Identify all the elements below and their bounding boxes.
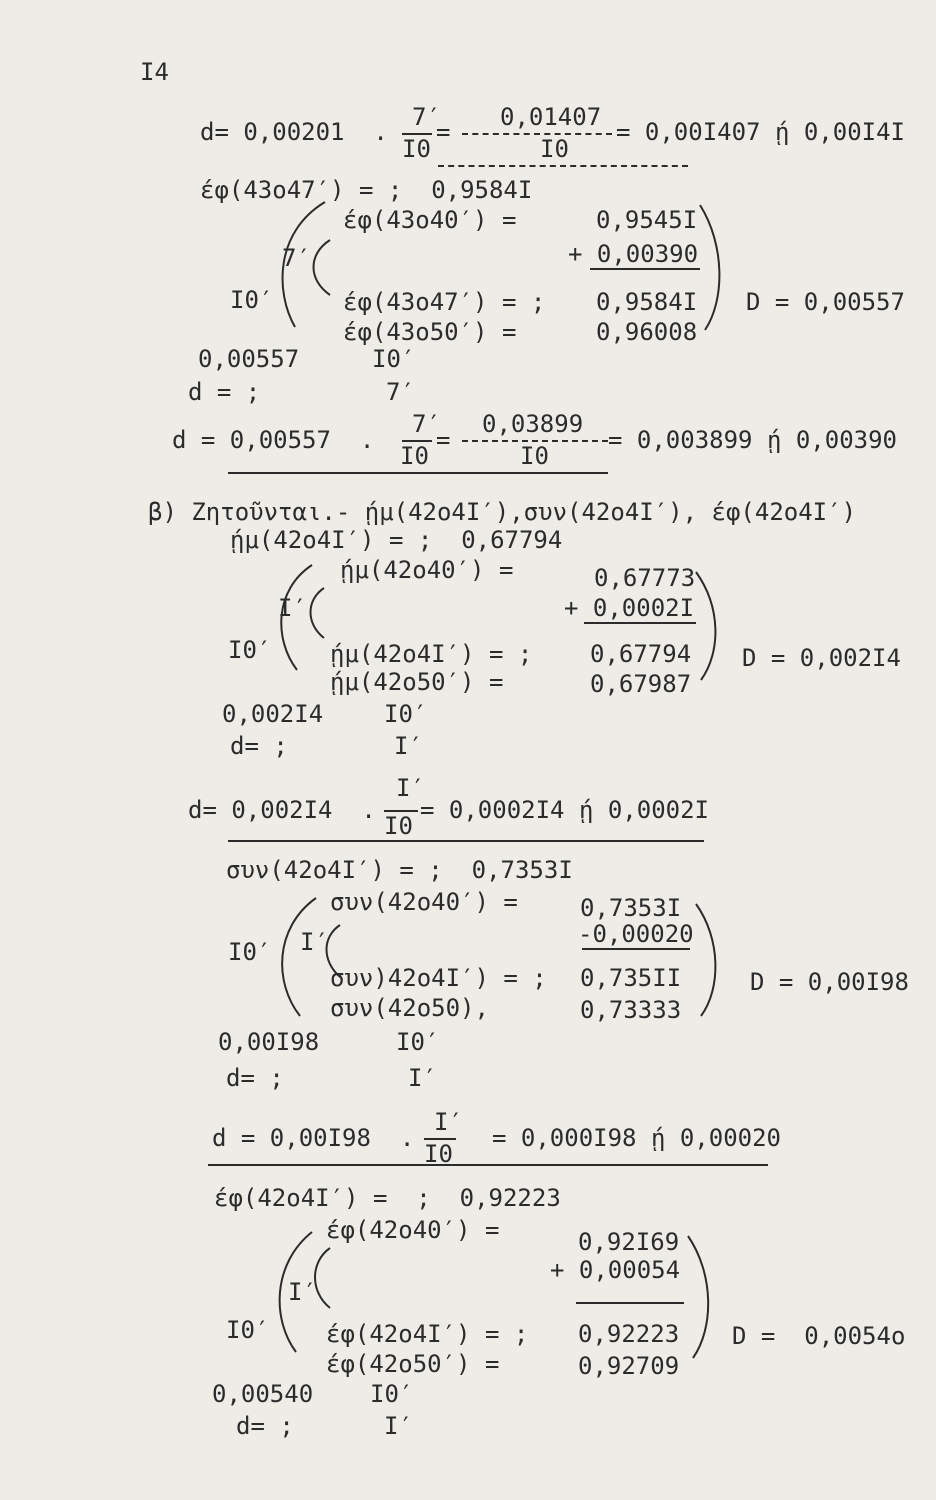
query-line: συν(42ο4I′) = ; 0,7353I <box>226 856 573 884</box>
query-line: ῄμ(42ο4I′) = ; 0,67794 <box>230 526 563 554</box>
bracket-right <box>696 572 736 692</box>
difference-D: D = 0,002I4 <box>742 644 901 672</box>
inner-interval: I′ <box>288 1278 317 1306</box>
addend: + 0,0002I <box>564 594 695 622</box>
proportion-b: I0′ <box>372 345 416 373</box>
row-value: 0,67773 <box>594 564 696 592</box>
proportion-d: 7′ <box>386 378 415 406</box>
page-number: I4 <box>140 58 169 86</box>
proportion-c: d = ; <box>188 378 261 406</box>
fraction-numerator: 0,03899 <box>482 410 584 438</box>
proportion-c: d= ; <box>236 1412 294 1440</box>
inner-interval: I′ <box>278 594 307 622</box>
heading: β) Ζητοῦνται.- ῄμ(42ο4I′),συν(42ο4I′), έφ(42ο4I′) <box>148 498 857 526</box>
fraction-numerator: I′ <box>396 774 425 802</box>
row-label: συν(42ο40′) = <box>330 888 518 916</box>
fraction-numerator: 7′ <box>412 410 441 438</box>
proportion-b: I0′ <box>396 1028 440 1056</box>
row-label: έφ(43ο50′) = <box>343 318 517 346</box>
bracket-right <box>700 205 740 345</box>
addend: + 0,00390 <box>568 240 699 268</box>
row-label: έφ(43ο40′) = <box>343 206 517 234</box>
fraction-denominator: I0 <box>540 135 569 163</box>
proportion-b: I0′ <box>370 1380 414 1408</box>
row-label: συν)42ο4I′) = ; <box>330 964 547 992</box>
inner-interval: I′ <box>300 928 329 956</box>
sum-line <box>576 1302 684 1304</box>
difference-D: D = 0,0054ο <box>732 1322 906 1350</box>
d-line: d= 0,00201 . <box>200 118 388 146</box>
separator <box>228 472 608 474</box>
addend: -0,00020 <box>578 920 694 948</box>
fraction-denominator: I0 <box>384 812 413 840</box>
result: = 0,00I407 ῄ 0,00I4I <box>616 118 905 146</box>
row-value: 0,96008 <box>596 318 698 346</box>
proportion-b: I0′ <box>384 700 428 728</box>
final-result: = 0,0002I4 ῄ 0,0002I <box>420 796 709 824</box>
row-label: ῄμ(42ο4I′) = ; <box>330 640 533 668</box>
fraction-numerator: I′ <box>434 1108 463 1136</box>
row-label: έφ(42ο4I′) = ; <box>326 1320 529 1348</box>
proportion-d: I′ <box>384 1412 413 1440</box>
fraction-denominator: I0 <box>400 442 429 470</box>
row-label: ῄμ(42ο50′) = <box>330 668 504 696</box>
sum-line <box>584 622 696 624</box>
bracket-inner <box>298 588 358 648</box>
equals-sign: = <box>436 118 451 146</box>
proportion-d: I′ <box>394 732 423 760</box>
row-label: έφ(42ο40′) = <box>326 1216 500 1244</box>
proportion-a: 0,00I98 <box>218 1028 320 1056</box>
row-value: 0,67794 <box>590 640 692 668</box>
proportion-c: d= ; <box>230 732 288 760</box>
row-value: 0,9584I <box>596 288 698 316</box>
bracket-right <box>688 1236 728 1366</box>
final-result: = 0,003899 ῄ 0,00390 <box>608 426 897 454</box>
fraction-denominator: I0 <box>424 1140 453 1168</box>
sum-line <box>582 948 690 950</box>
row-value: 0,92I69 <box>578 1228 680 1256</box>
proportion-c: d= ; <box>226 1064 284 1092</box>
outer-interval: I0′ <box>228 636 272 664</box>
outer-interval: I0′ <box>226 1316 270 1344</box>
query-line: έφ(42ο4I′) = ; 0,92223 <box>214 1184 561 1212</box>
separator <box>438 165 688 167</box>
sum-line <box>590 268 700 270</box>
inner-interval: 7′ <box>282 244 311 272</box>
query-line: έφ(43ο47′) = ; 0,9584I <box>200 176 533 204</box>
fraction-denominator: I0 <box>520 442 549 470</box>
equals-sign: = <box>436 426 451 454</box>
row-label: έφ(43ο47′) = ; <box>343 288 546 316</box>
row-label: συν(42ο50), <box>330 994 489 1022</box>
row-value: 0,9545I <box>596 206 698 234</box>
outer-interval: I0′ <box>228 938 272 966</box>
final-line: d= 0,002I4 . <box>188 796 376 824</box>
difference-D: D = 0,00I98 <box>750 968 909 996</box>
final-line: d = 0,00I98 . <box>212 1124 415 1152</box>
proportion-a: 0,00540 <box>212 1380 314 1408</box>
final-line: d = 0,00557 . <box>172 426 375 454</box>
proportion-a: 0,002I4 <box>222 700 324 728</box>
fraction-bar <box>462 133 612 135</box>
final-result: = 0,000I98 ῄ 0,00020 <box>492 1124 781 1152</box>
row-value: 0,73333 <box>580 996 682 1024</box>
fraction-denominator: I0 <box>402 135 431 163</box>
row-value: 0,67987 <box>590 670 692 698</box>
outer-interval: I0′ <box>230 286 274 314</box>
row-label: έφ(42ο50′) = <box>326 1350 500 1378</box>
separator <box>208 1164 768 1166</box>
row-value: 0,92709 <box>578 1352 680 1380</box>
row-value: 0,735II <box>580 964 682 992</box>
separator <box>228 840 704 842</box>
difference-D: D = 0,00557 <box>746 288 905 316</box>
bracket-right <box>696 904 736 1024</box>
row-value: 0,92223 <box>578 1320 680 1348</box>
proportion-d: I′ <box>408 1064 437 1092</box>
fraction-numerator: 7′ <box>412 103 441 131</box>
proportion-a: 0,00557 <box>198 345 300 373</box>
row-label: ῄμ(42ο40′) = <box>340 556 514 584</box>
fraction-numerator: 0,01407 <box>500 103 602 131</box>
row-value: 0,7353I <box>580 894 682 922</box>
addend: + 0,00054 <box>550 1256 681 1284</box>
